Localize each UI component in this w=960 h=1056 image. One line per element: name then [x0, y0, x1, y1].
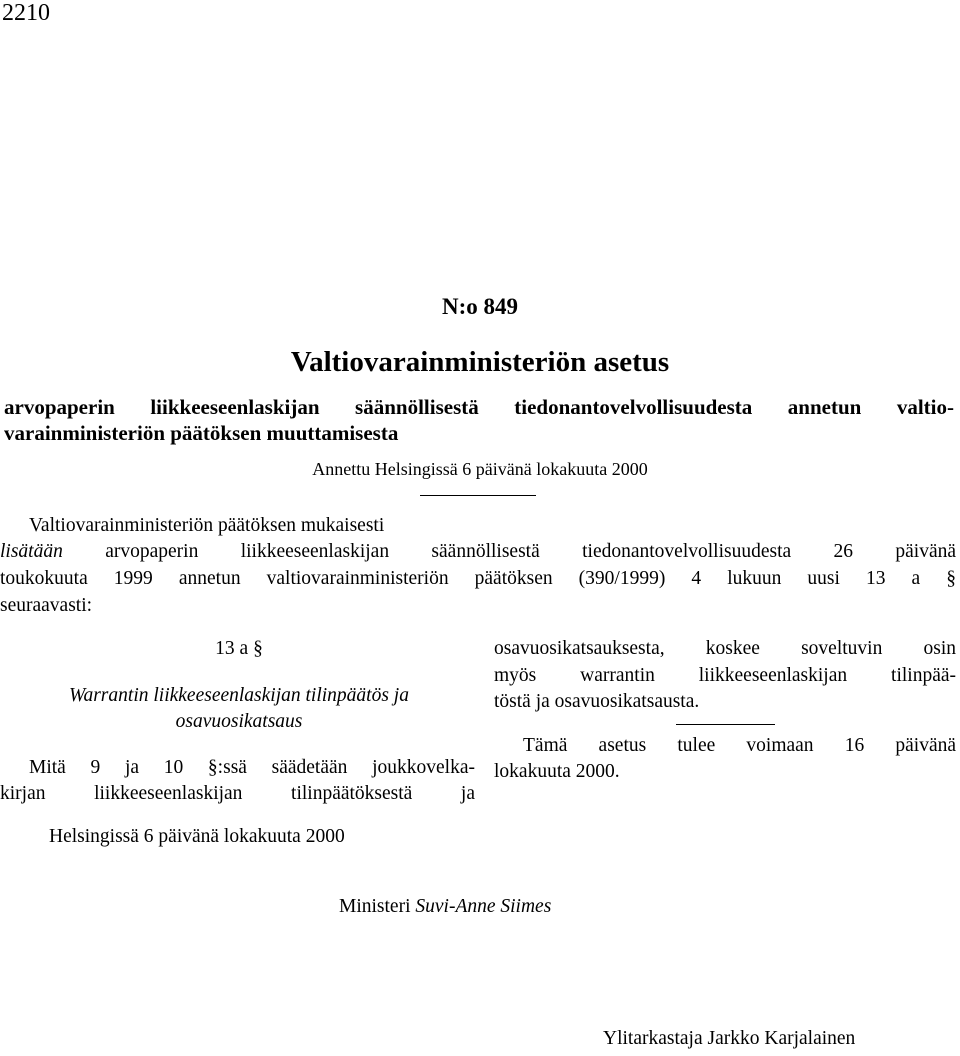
minister-name: Suvi-Anne Siimes — [415, 896, 552, 917]
document-title: Valtiovarainministeriön asetus — [290, 346, 670, 378]
preamble-line-2-text: arvopaperin liikkeeseenlaskijan säännöllisestä tiedonantovelvollisuudesta 26 päivänä — [105, 541, 957, 562]
statute-number: N:o 849 — [441, 294, 519, 319]
minister-signature — [339, 896, 551, 918]
preamble-line-1: Valtiovarainministeriön päätöksen mukaisesti — [29, 515, 385, 536]
given-date: Annettu Helsingissä 6 päivänä lokakuuta 2000 — [312, 459, 648, 479]
page-number: 2210 — [2, 0, 50, 26]
section-cont-line-2: myös warrantin liikkeeseenlaskijan tilinpää- — [494, 665, 956, 686]
section-para-line-1: Mitä 9 ja 10 §:ssä säädetään joukkovelka- — [29, 757, 475, 778]
document-subtitle — [4, 394, 954, 446]
section-cont-line-1: osavuosikatsauksesta, koskee soveltuvin osin — [494, 638, 956, 659]
section-para-line-2: kirjan liikkeeseenlaskijan tilinpäätöksestä ja — [0, 783, 475, 804]
section-cont-line-3: töstä ja osavuosikatsausta. — [494, 691, 700, 712]
section-title-line-2: osavuosikatsaus — [175, 711, 303, 732]
preamble-line-2 — [0, 541, 956, 563]
preamble-line-4: seuraavasti: — [0, 595, 93, 616]
entry-into-force-line-1: Tämä asetus tulee voimaan 16 päivänä — [523, 735, 956, 756]
preamble-line-3: toukokuuta 1999 annetun valtiovarainministeriön päätöksen (390/1999) 4 lukuun uusi 13 a § — [0, 568, 956, 589]
signing-place-date: Helsingissä 6 päivänä lokakuuta 2000 — [49, 826, 345, 847]
subtitle-line-1: arvopaperin liikkeeseenlaskijan säännöllisestä tiedonantovelvollisuudesta annetun valtio- — [4, 395, 954, 419]
amendment-verb: lisätään — [0, 541, 63, 562]
official-signature: Ylitarkastaja Jarkko Karjalainen — [603, 1028, 856, 1049]
title-divider — [420, 495, 536, 496]
minister-title: Ministeri — [339, 896, 411, 917]
subtitle-line-2: varainministeriön päätöksen muuttamisesta — [4, 421, 399, 445]
section-heading: 13 a § — [215, 638, 263, 659]
section-title-line-1: Warrantin liikkeeseenlaskijan tilinpäätös ja — [69, 685, 409, 706]
entry-into-force-line-2: lokakuuta 2000. — [494, 761, 620, 782]
column-divider — [676, 724, 775, 725]
